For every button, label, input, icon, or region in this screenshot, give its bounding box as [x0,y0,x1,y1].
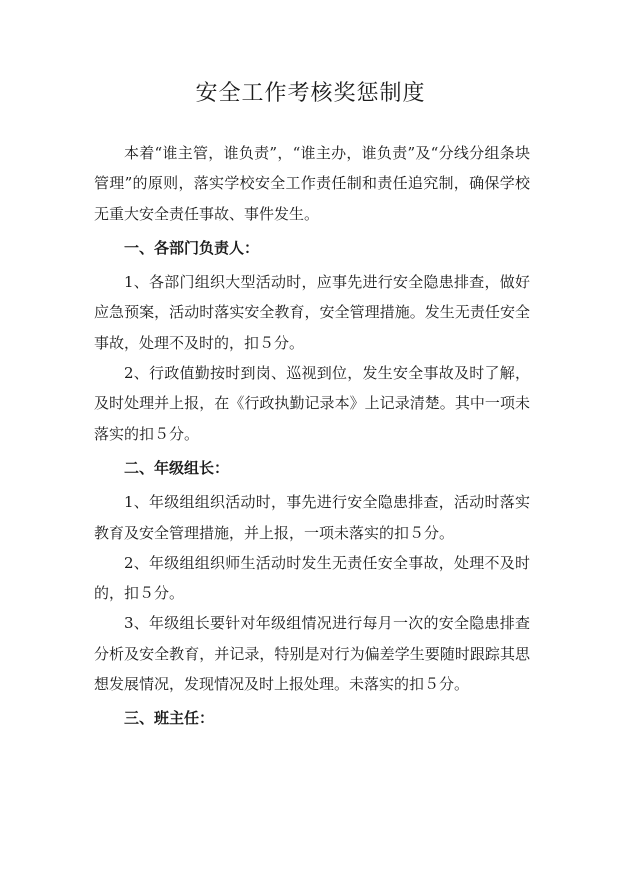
section-paragraph: 3、年级组长要针对年级组情况进行每月一次的安全隐患排查分析及安全教育，并记录，特别是对行为偏差学生要随时跟踪其思想发展情况，发现情况及时上报处理。未落实的扣５分。 [94,614,530,694]
section-paragraph: 1、各部门组织大型活动时，应事先进行安全隐患排查，做好应急预案，活动时落实安全教育，安全管理措施。发生无责任安全事故，处理不及时的，扣５分。 [94,273,530,352]
section-paragraph: 2、年级组组织师生活动时发生无责任安全事故，处理不及时的，扣５分。 [94,553,530,603]
document-title: 安全工作考核奖惩制度 [195,81,426,106]
section-heading-grade-leaders: 二、年级组长： [124,458,230,477]
section-paragraph: 1、年级组组织活动时，事先进行安全隐患排查，活动时落实教育及安全管理措施，并上报，一项未落实的扣５分。 [94,493,530,542]
document-body [94,138,530,738]
section-heading-departments: 一、各部门负责人： [124,238,260,257]
section-heading-class-teachers: 三、班主任： [124,709,215,728]
section-paragraph: 2、行政值勤按时到岗、巡视到位，发生安全事故及时了解，及时处理并上报，在《行政执勤记录本》上记录清楚。其中一项未落实的扣５分。 [94,364,530,443]
intro-paragraph: 本着“谁主管，谁负责”，“谁主办，谁负责”及“分线分组条块管理”的原则，落实学校安全工作责任制和责任追究制，确保学校无重大安全责任事故、事件发生。 [94,144,530,223]
